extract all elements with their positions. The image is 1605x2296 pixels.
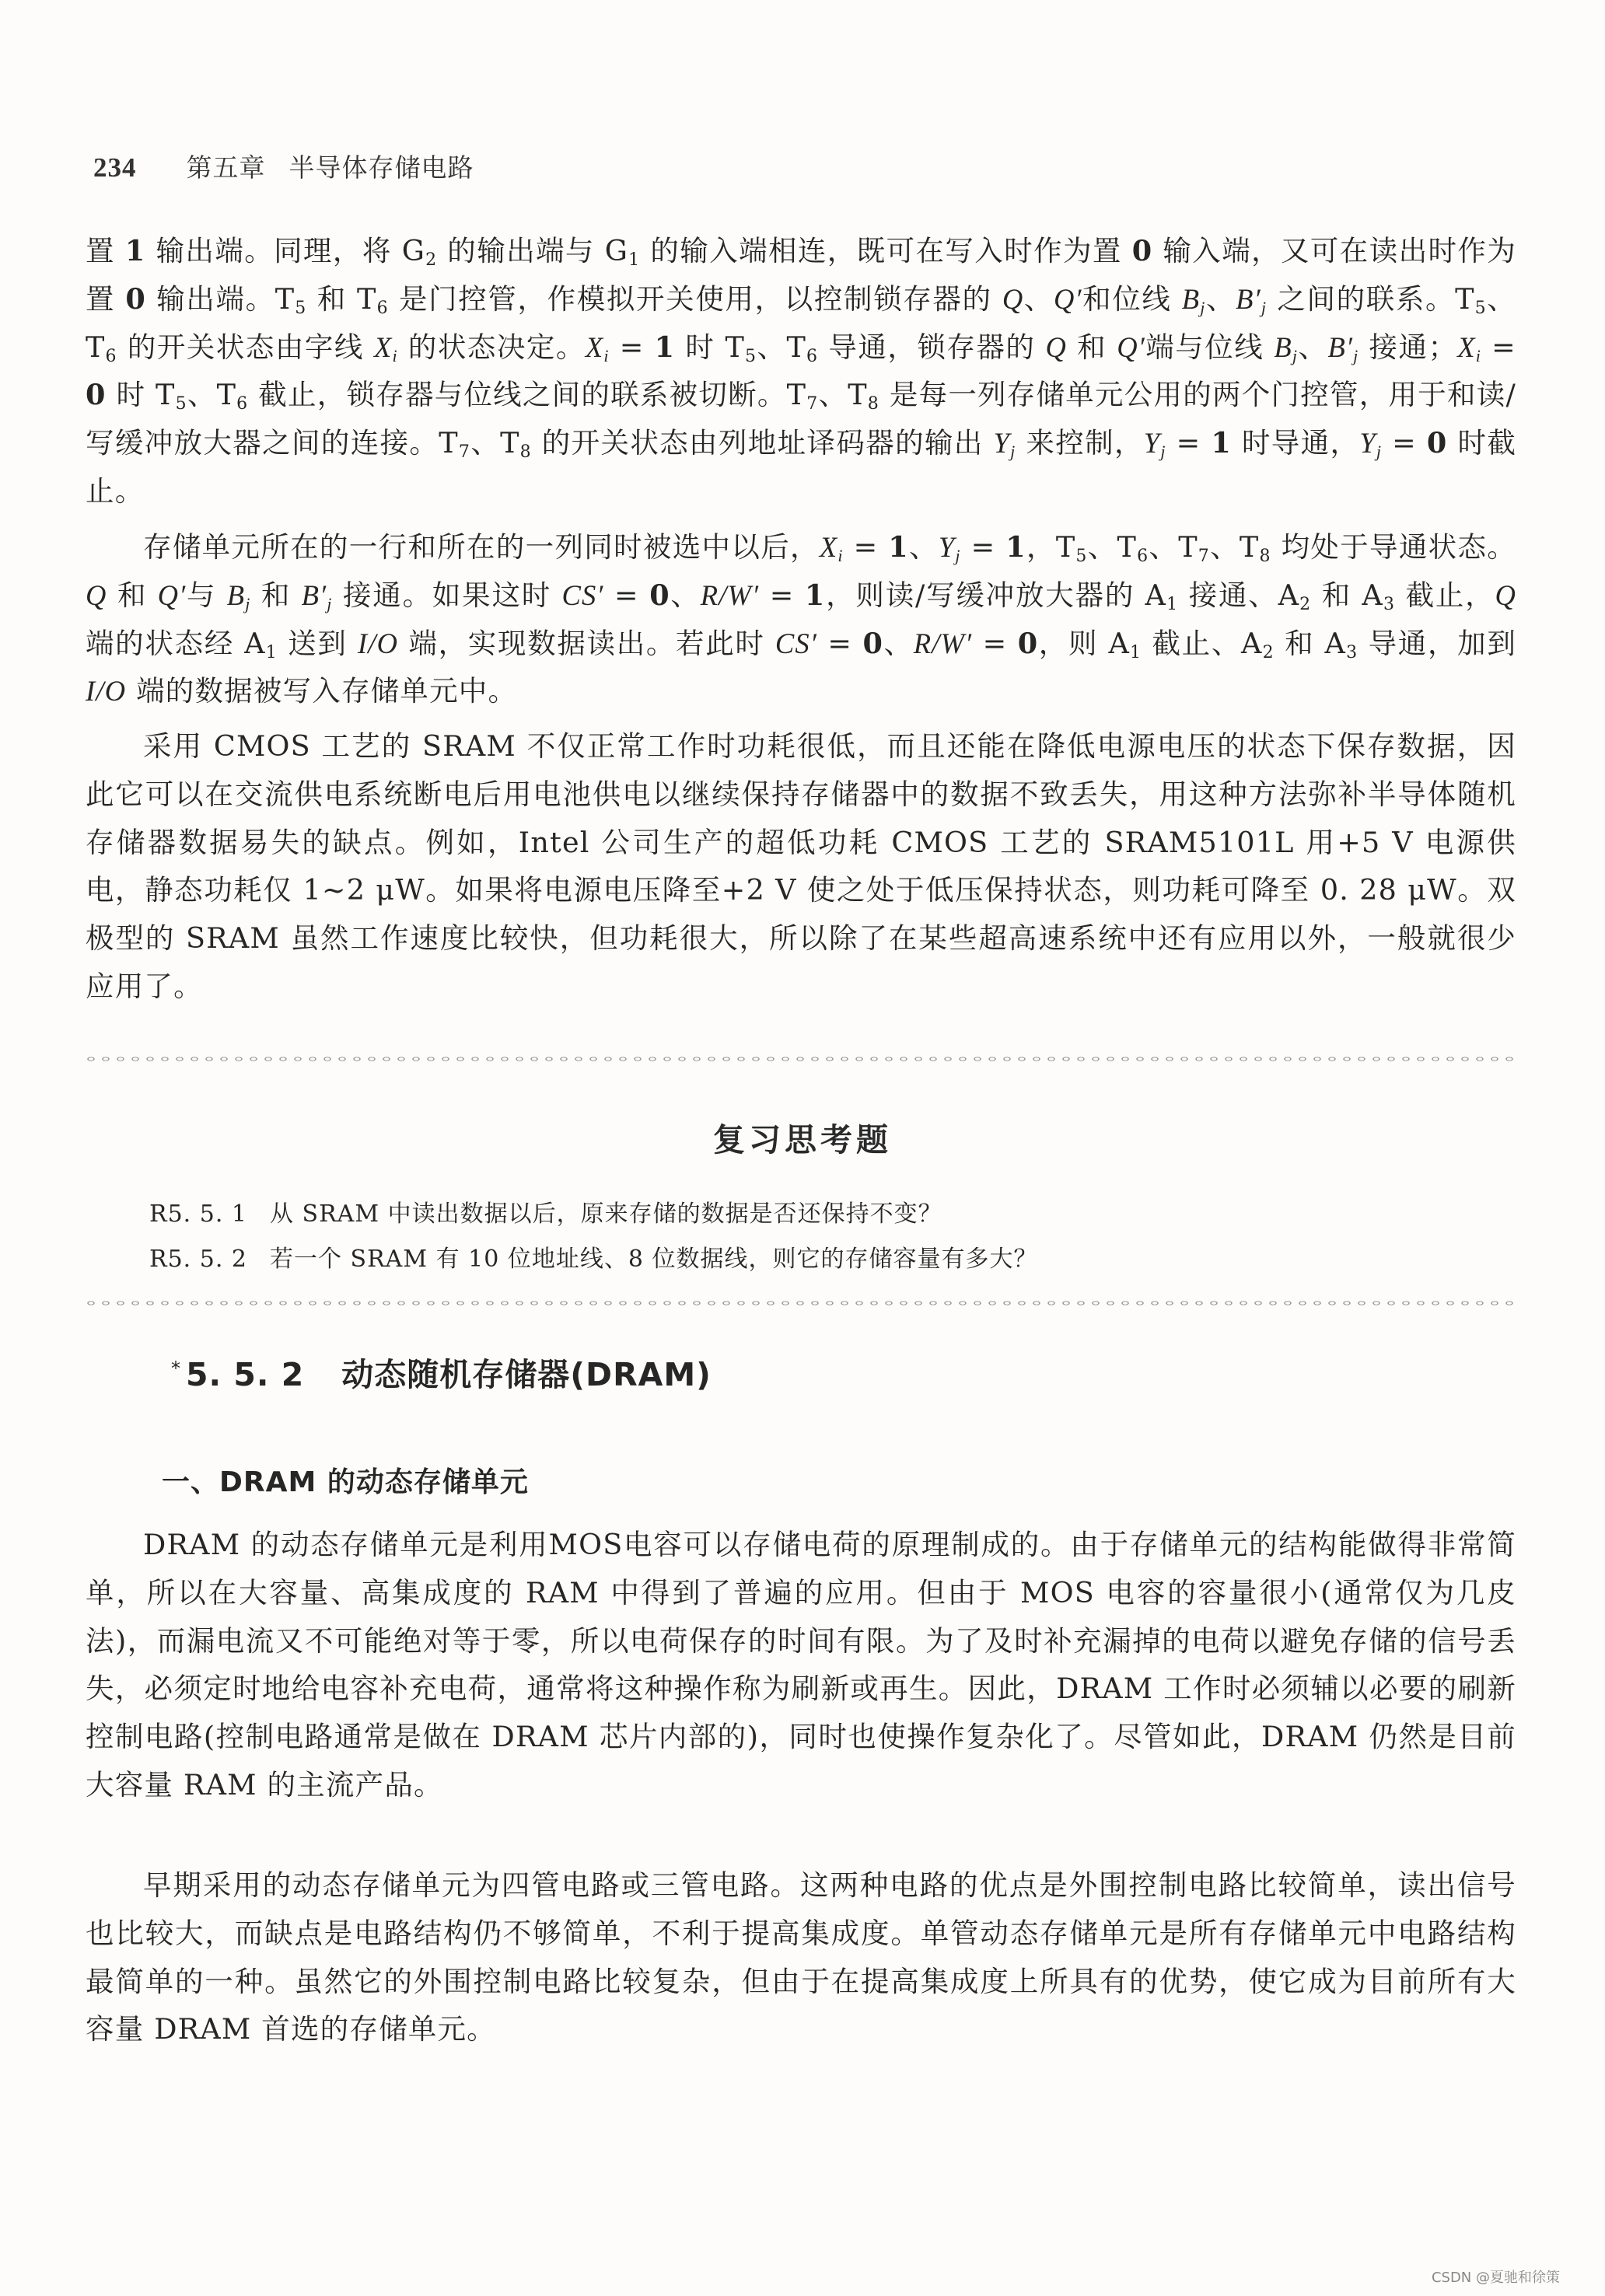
section-divider-bottom [86,1295,1516,1306]
review-title: 复习思考题 [713,1121,892,1158]
section-heading [171,1349,712,1395]
paragraph-1-text: 置 1 输出端。同理，将 $G_2$ 的输出端与 $G_1$ 的输入端相连，既可在写入时作为置 0 输入端，又可在读出时作为置 0 输出端。$T_5$ 和 $T_6$ 是门控管，作模拟开关使用，以控制锁存器的 Q、Q′和位线 $B_j$、$B'_j$ 之间的联系。$T_5$、$T_6$ 的开关状态由字线 $X_i$ 的状态决定。$X_i = 1$ 时 $T_5$、$T_6$ 导通，锁存器的 Q 和 Q′端与位线 $B_j$、$B'_j$ 接通；$X_i = 0$ 时 $T_5$、$T_6$ 截止，锁存器与位线之间的联系被切断。$T_7$、$T_8$ 是每一列存储单元公用的两个门控管，用于和读/写缓冲放大器之间的连接。$T_7$、$T_8$ 的开关状态由列地址译码器的输出 $Y_j$ 来控制，$Y_j = 1$ 时导通，$Y_j = 0$ 时截止。 [86,234,1517,508]
review-questions [149,1192,1037,1282]
section-title-text: 动态随机存储器(DRAM) [341,1356,712,1393]
chapter-title: 半导体存储电路 [288,152,474,183]
section-number: 5. 5. 2 [186,1356,305,1393]
review-question [149,1237,1037,1282]
subsection-heading: 一、DRAM 的动态存储单元 [162,1466,529,1498]
paragraph-3-text: 采用 CMOS 工艺的 SRAM 不仅正常工作时功耗很低，而且还能在降低电源电压的状态下保存数据，因此它可以在交流供电系统断电后用电池供电以继续保持存储器中的数据不致丢失，用这种方法弥补半导体随机存储器数据易失的缺点。例如，Intel 公司生产的超低功耗 CMOS 工艺的 SRAM5101L 用+5 V 电源供电，静态功耗仅 1~2 μW。如果将电源电压降至+2 V 使之处于低压保持状态，则功耗可降至 0. 28 μW。双极型的 SRAM 虽然工作速度比较快，但功耗很大，所以除了在某些超高速系统中还有应用以外，一般就很少应用了。 [86,729,1516,1003]
question-text: 从 SRAM 中读出数据以后，原来存储的数据是否还保持不变？ [270,1200,942,1228]
section-divider-top [86,1051,1516,1062]
page-number: 234 [93,152,137,183]
paragraph-4 [86,1521,1516,1809]
question-id: R5. 5. 2 [149,1246,247,1273]
paragraph-2 [86,523,1516,715]
optional-marker: * [171,1358,181,1379]
paragraph-1 [86,227,1516,515]
paragraph-2-text: 存储单元所在的一行和所在的一列同时被选中以后，$X_i = 1$、$Y_j = 1$，$T_5$、$T_6$、$T_7$、$T_8$ 均处于导通状态。Q 和 Q′与 $B_j$ 和 $B'_j$ 接通。如果这时 CS′ = 0、R/W′ = 1，则读/写缓冲放大器的 $A_1$ 接通、$A_2$ 和 $A_3$ 截止，Q 端的状态经 $A_1$ 送到 I/O 端，实现数据读出。若此时 CS′ = 0、R/W′ = 0，则 $A_1$ 截止、$A_2$ 和 $A_3$ 导通，加到 I/O 端的数据被写入存储单元中。 [86,530,1517,708]
question-text: 若一个 SRAM 有 10 位地址线、8 位数据线，则它的存储容量有多大？ [270,1246,1038,1273]
running-head [93,148,474,184]
paragraph-5 [86,1861,1516,2053]
question-id: R5. 5. 1 [149,1200,247,1228]
paragraph-4-text: DRAM 的动态存储单元是利用MOS电容可以存储电荷的原理制成的。由于存储单元的结构能做得非常简单，所以在大容量、高集成度的 RAM 中得到了普遍的应用。但由于 MOS 电容的容量很小(通常仅为几皮法)，而漏电流又不可能绝对等于零，所以电荷保存的时间有限。为了及时补充漏掉的电荷以避免存储的信号丢失，必须定时地给电容补充电荷，通常将这种操作称为刷新或再生。因此，DRAM 工作时必须辅以必要的刷新控制电路(控制电路通常是做在 DRAM 芯片内部的)，同时也使操作复杂化了。尽管如此，DRAM 仍然是目前大容量 RAM 的主流产品。 [86,1528,1516,1802]
review-question [149,1192,1037,1237]
chapter-label: 第五章 [186,152,266,183]
paragraph-3 [86,722,1516,1011]
paragraph-5-text: 早期采用的动态存储单元为四管电路或三管电路。这两种电路的优点是外围控制电路比较简单，读出信号也比较大，而缺点是电路结构仍不够简单，不利于提高集成度。单管动态存储单元是所有存储单元中电路结构最简单的一种。虽然它的外围控制电路比较复杂，但由于在提高集成度上所具有的优势，使它成为目前所有大容量 DRAM 首选的存储单元。 [86,1868,1516,2046]
watermark: CSDN @夏驰和徐策 [1431,2270,1560,2286]
